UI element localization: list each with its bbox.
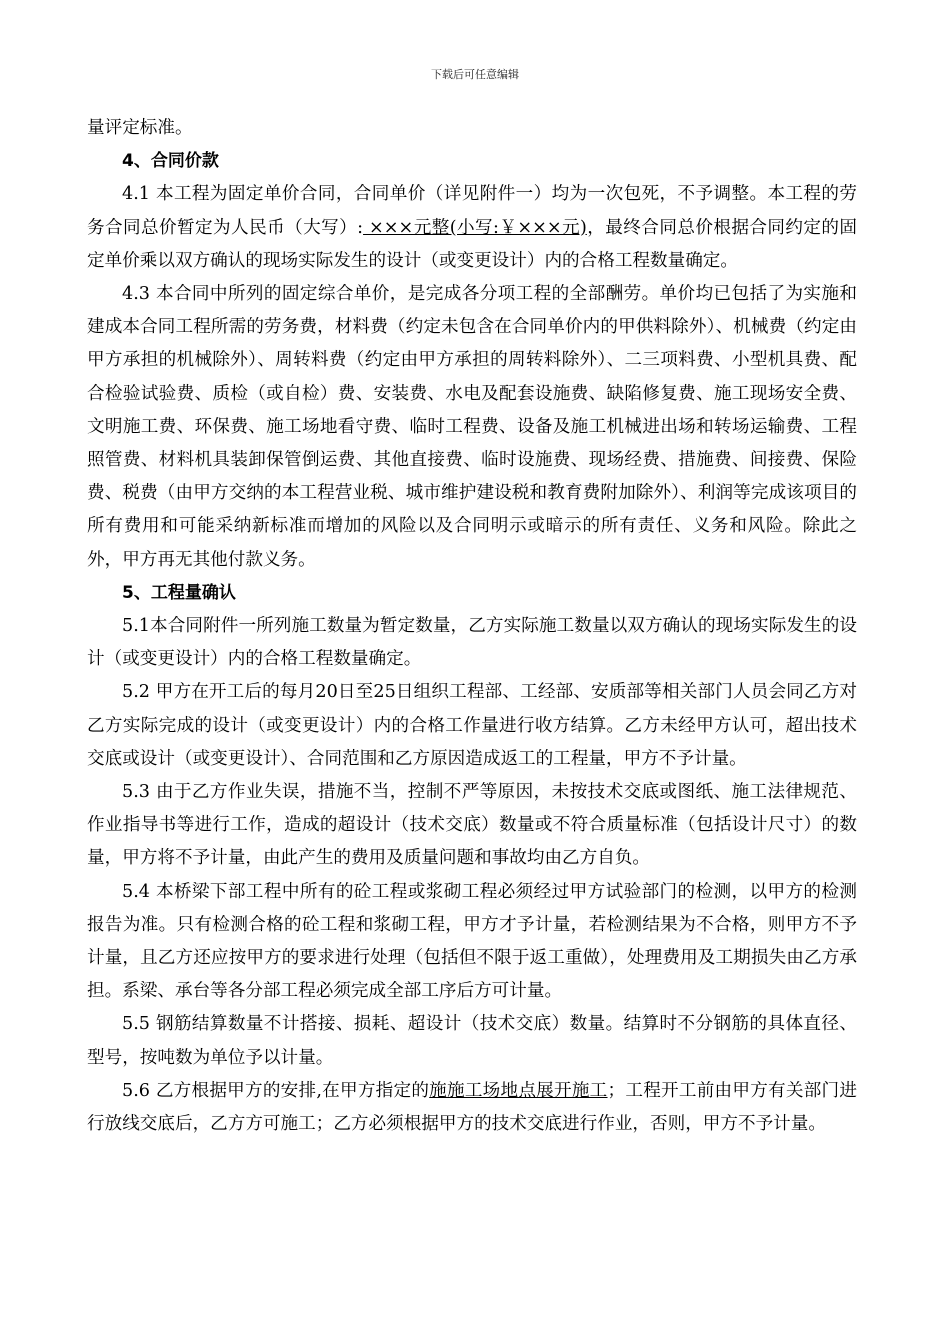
clause-5-4: 5.4 本桥梁下部工程中所有的砼工程或浆砌工程必须经过甲方试验部门的检测，以甲方的检测报告为准。只有检测合格的砼工程和浆砌工程，甲方才予计量，若检测结果为不合格，则甲方不予计量，且乙方还应按甲方的要求进行处理（包括但不限于返工重做），处理费用及工期损失由乙方承担。系梁、承台等各分部工程必须完成全部工序后方可计量。 (87, 881, 857, 1002)
clause-5-6 (87, 1075, 857, 1141)
contract-amount-underlined: ×××元整(小写:￥×××元) (363, 217, 587, 238)
section-heading-quantity-confirmation: 5、工程量确认 (122, 582, 236, 603)
clause-4-1-text-end: ，最终合同总价根据合同约定的固定单价乘以双方确认的现场实际发生的设计（或变更设计）内的合格工程数量确定。 (87, 217, 857, 271)
paragraph-continuation: 量评定标准。 (87, 118, 193, 138)
clause-5-1: 5.1本合同附件一所列施工数量为暂定数量，乙方实际施工数量以双方确认的现场实际发生的设计（或变更设计）内的合格工程数量确定。 (87, 616, 857, 670)
clause-5-2: 5.2 甲方在开工后的每月20日至25日组织工程部、工经部、安质部等相关部门人员会同乙方对乙方实际完成的设计（或变更设计）内的合格工作量进行收方结算。乙方未经甲方认可，超出技术交底或设计（或变更设计）、合同范围和乙方原因造成返工的工程量，甲方不予计量。 (87, 682, 857, 769)
clause-5-3: 5.3 由于乙方作业失误，措施不当，控制不严等原因，未按技术交底或图纸、施工法律规范、作业指导书等进行工作，造成的超设计（技术交底）数量或不符合质量标准（包括设计尺寸）的数量，甲方将不予计量，由此产生的费用及质量问题和事故均由乙方自负。 (87, 782, 857, 869)
clause-4-3: 4.3 本合同中所列的固定综合单价，是完成各分项工程的全部酬劳。单价均已包括了为实施和建成本合同工程所需的劳务费，材料费（约定未包含在合同单价内的甲供料除外）、机械费（约定由甲方承担的机械除外）、周转料费（约定由甲方承担的周转料除外）、二三项料费、小型机具费、配合检验试验费、质检（或自检）费、安装费、水电及配套设施费、缺陷修复费、施工现场安全费、文明施工费、环保费、施工场地看守费、临时工程费、设备及施工机械进出场和转场运输费、工程照管费、材料机具装卸保管倒运费、其他直接费、临时设施费、现场经费、措施费、间接费、保险费、税费（由甲方交纳的本工程营业税、城市维护建设税和教育费附加除外）、利润等完成该项目的所有费用和可能采纳新标准而增加的风险以及合同明示或暗示的所有责任、义务和风险。除此之外，甲方再无其他付款义务。 (87, 284, 857, 570)
construction-site-underlined: 施施工场地点展开施工 (429, 1080, 608, 1101)
clause-4-1-text-start: 4.1 本工程为固定单价合同，合同单价（详见附件一）均为一次包死，不予调整。本工程的劳务合同总价暂定为人民币（大写）: (87, 184, 857, 238)
page-header-note: 下载后可任意编辑 (431, 68, 519, 81)
section-heading-contract-price: 4、合同价款 (122, 151, 219, 172)
clause-4-1 (87, 178, 857, 278)
clause-5-6-text-end: ；工程开工前由甲方有关部门进行放线交底后，乙方方可施工；乙方必须根据甲方的技术交底进行作业，否则，甲方不予计量。 (87, 1080, 857, 1135)
clause-5-5: 5.5 钢筋结算数量不计搭接、损耗、超设计（技术交底）数量。结算时不分钢筋的具体直径、型号，按吨数为单位予以计量。 (87, 1014, 857, 1068)
clause-5-6-text-start: 5.6 乙方根据甲方的安排,在甲方指定的 (122, 1080, 430, 1101)
document-body (87, 112, 857, 1141)
